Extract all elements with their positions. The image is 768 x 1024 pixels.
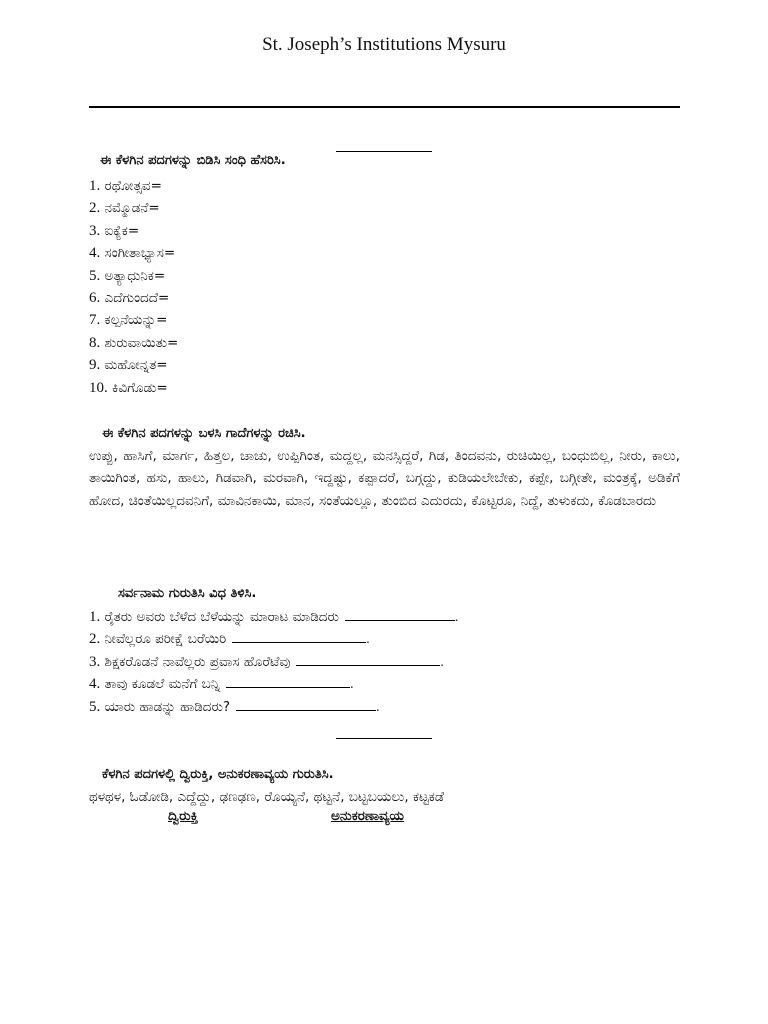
section1-heading: ಈ ಕೆಳಗಿನ ಪದಗಳನ್ನು ಬಿಡಿಸಿ ಸಂಧಿ ಹೆಸರಿಸಿ.: [100, 153, 286, 168]
item-text: ಕಲ್ಪನೆಯನ್ನು=: [104, 312, 168, 329]
item-text: ರೈತರು ಅವರು ಬೆಳೆದ ಬೆಳೆಯನ್ನು ಮಾರಾಟ ಮಾಡಿದರು: [104, 609, 339, 625]
list-item: [89, 287, 178, 309]
page-title: St. Joseph’s Institutions Mysuru: [262, 34, 506, 55]
list-item: [89, 673, 458, 695]
item-text: ಎದೆಗುಂದದೆ=: [104, 289, 170, 306]
answer-blank: [345, 606, 455, 621]
item-text: ಮಹೋನ್ನತ=: [104, 357, 168, 374]
list-item: [89, 175, 178, 197]
section-divider: [336, 151, 432, 152]
item-text: ಐಕ್ಯೆಕ=: [104, 222, 140, 239]
sandhi-question-list: [89, 175, 178, 399]
header-divider: [89, 106, 680, 108]
item-text: ಶಿಕ್ಷಕರೊಡನೆ ನಾವೆಲ್ಲರು ಪ್ರವಾಸ ಹೊರೆಟೆವು: [104, 653, 291, 670]
item-number: 4.: [89, 245, 101, 262]
item-number: 2.: [89, 200, 101, 217]
item-text: ನಮ್ಮೊಡನೆ=: [104, 200, 160, 217]
answer-blank: [236, 696, 376, 711]
item-end: .: [440, 653, 444, 669]
item-number: 4.: [89, 676, 101, 693]
pronoun-question-list: [89, 606, 458, 718]
item-text: ಸಂಗೀತಾಭ್ಯಾಸ=: [104, 245, 176, 262]
section-divider: [336, 738, 432, 739]
answer-blank: [226, 673, 350, 688]
answer-blank: [296, 651, 440, 666]
item-number: 7.: [89, 312, 101, 329]
list-item: [89, 651, 458, 673]
column-heading-dviruktti: ದ್ವಿರುಕ್ತಿ: [168, 808, 199, 824]
item-number: 6.: [89, 289, 101, 306]
item-number: 5.: [89, 267, 101, 284]
item-number: 9.: [89, 357, 101, 374]
list-item: [89, 309, 178, 331]
item-number: 8.: [89, 334, 101, 351]
list-item: [89, 606, 458, 628]
list-item: [89, 696, 458, 718]
item-number: 3.: [89, 222, 101, 239]
item-text: ಯಾರು ಹಾಡನ್ನು ಹಾಡಿದರು?: [104, 698, 231, 715]
list-item: [89, 354, 178, 376]
section3-heading: ಸರ್ವನಾಮ ಗುರುತಿಸಿ ವಿಧ ತಿಳಿಸಿ.: [118, 586, 257, 601]
item-number: 5.: [89, 698, 101, 715]
item-end: .: [350, 676, 354, 692]
item-end: .: [454, 609, 459, 624]
item-text: ರಥೋತ್ಸವ=: [104, 178, 162, 194]
answer-blank: [232, 628, 366, 643]
item-number: 3.: [89, 653, 101, 670]
item-text: ಶುರುವಾಯಿತು=: [104, 334, 179, 351]
item-number: 2.: [89, 631, 101, 648]
item-number: 10.: [89, 379, 108, 396]
column-heading-anukaranavyaya: ಅನುಕರಣಾವ್ಯಯ: [331, 808, 404, 824]
list-item: [89, 197, 178, 219]
list-item: [89, 220, 178, 242]
item-text: ತಾವು ಕೂಡಲೆ ಮನೆಗೆ ಬನ್ನಿ: [104, 676, 221, 693]
item-text: ಅತ್ಯಾಧುನಿಕ=: [104, 267, 166, 284]
item-number: 1.: [89, 609, 101, 625]
proverb-word-list: ಉಪ್ಪು, ಹಾಸಿಗೆ, ಮಾರ್ಗ, ಹಿತ್ತಲ, ಚಾಚು, ಉಪ್ಪಿಗಿಂತ, ಮದ್ದಲ್ಲ, ಮನಸ್ಸಿದ್ದರೆ, ಗಿಡ, ತಿಂದವನು, ರುಚಿಯಿಲ್ಲ, ಬಂಧುಬಿಲ್ಲ, ನೀರು, ಕಾಲು, ತಾಯಿಗಿಂತ, ಹಸು, ಹಾಲು, ಗಿಡವಾಗಿ, ಮರವಾಗಿ, ಇದ್ದಷ್ಟು, ಕಪ್ಪಾದರೆ, ಬಗ್ಗದ್ದು, ಕುಡಿಯಲೇಬೇಕು, ಕಪ್ಪೇ, ಬಗ್ಗೀತೇ, ಮಂತ್ರಕ್ಕೆ, ಅಡಿಕೆಗೆ ಹೋದ, ಚಿಂತೆಯಿಲ್ಲದವನಿಗೆ, ಮಾವಿನಕಾಯಿ, ಮಾನ, ಸಂತೆಯಲ್ಲೂ, ತುಂಬಿದ ಎದುರದು, ಕೊಟ್ಟರೂ, ನಿದ್ದೆ, ತುಳುಕದು, ಕೊಡಬಾರದು: [89, 448, 680, 509]
item-text: ಕಿವಿಗೊಡು=: [112, 379, 168, 396]
item-end: .: [366, 631, 370, 647]
section2-heading: ಈ ಕೆಳಗಿನ ಪದಗಳನ್ನು ಬಳಸಿ ಗಾದೆಗಳನ್ನು ರಚಿಸಿ.: [102, 426, 306, 441]
item-number: 1.: [89, 178, 101, 194]
list-item: [89, 265, 178, 287]
item-end: .: [376, 698, 380, 714]
list-item: [89, 377, 178, 399]
list-item: [89, 242, 178, 264]
section4-heading: ಕೆಳಗಿನ ಪದಗಳಲ್ಲಿ ದ್ವಿರುಕ್ತಿ, ಅನುಕರಣಾವ್ಯಯ ಗುರುತಿಸಿ.: [102, 767, 334, 782]
list-item: [89, 628, 458, 650]
list-item: [89, 332, 178, 354]
word-list: ಥಳಥಳ, ಓಡೋಡಿ, ಎದ್ದೆದ್ದು, ಢಣಢಣ, ರೊಯ್ಯನೆ, ಥಟ್ಟನೆ, ಬಟ್ಟಬಯಲು, ಕಟ್ಟಕಡೆ: [89, 789, 444, 805]
item-text: ನೀವೆಲ್ಲರೂ ಪರೀಕ್ಷೆ ಬರೆಯಿರಿ: [104, 631, 227, 648]
